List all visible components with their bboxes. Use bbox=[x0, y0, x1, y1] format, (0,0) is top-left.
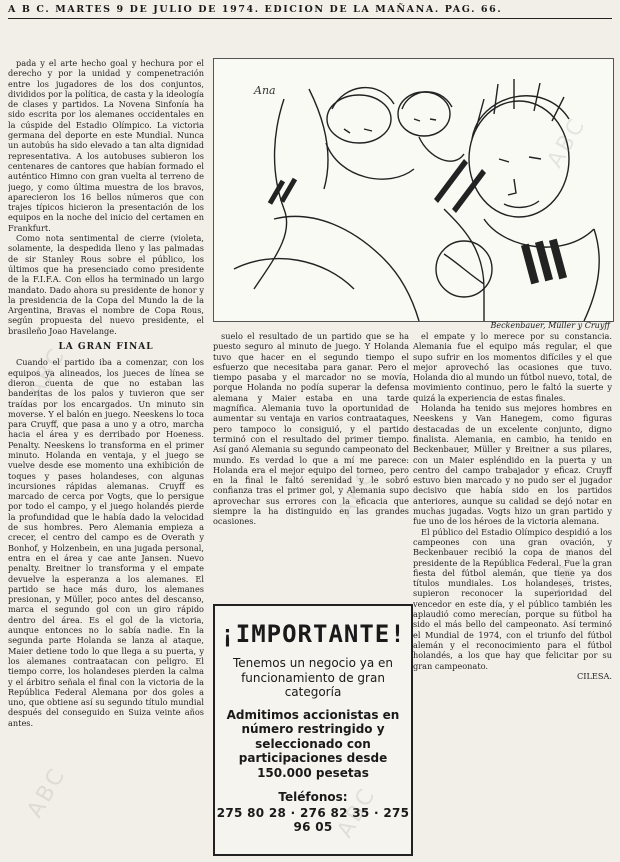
article-signature: CILESA. bbox=[576, 670, 612, 681]
ad-title: ¡IMPORTANTE! bbox=[220, 620, 406, 648]
ad-phone-label: Teléfonos: bbox=[278, 790, 348, 804]
abc-watermark: ABC bbox=[332, 782, 382, 843]
article-paragraph: El público del Estadio Olímpico despidió a los campeones con una gran ovación, y Beckenbauer recibió la copa de manos del presidente de la República Federal. Fue la gran fiesta del fútbol alemán, que tiene ya dos títulos mundiales. Los holandeses, tristes, supieron reconocer la superioridad del vencedor en este día, y el público también les aplaudió como merecían, porque su fútbol ha sido el más bello del campeonato. Así terminó el Mundial de 1974, con el triunfo del fútbol alemán y el reconocimiento para el fútbol holandés, a los que hay que felicitar por su gran campeonato. bbox=[413, 526, 612, 671]
page-header: A B C. MARTES 9 DE JULIO DE 1974. EDICION DE LA MAÑANA. PAG. 66. bbox=[8, 4, 503, 15]
abc-watermark: ABC bbox=[542, 542, 592, 603]
abc-watermark: ABC bbox=[22, 342, 72, 403]
article-paragraph: pada y el arte hecho goal y hechura por el derecho y por la unidad y compenetración entre los jugadores de los dos conjuntos, divididos por la política, de casta y la ideología de clases y partidos. La Novena Sinfonía ha sido escrita por los alemanes occidentales en la cúspide del Estadio Olímpico. La victoria germana del deporte en este Mundial. Nunca un autobús ha sido elevado a tan alta dignidad representativa. A los autobuses subieron los centenares de cantores que habían formado el auténtico Himno con gran vuelta al terreno de juego, y como última muestra de los bravos, aparecieron los 16 bellos números que con trajes típicos hicieron la presentación de los equipos en la noche del inicio del certamen en Frankfurt. bbox=[8, 58, 204, 233]
section-subhead: LA GRAN FINAL bbox=[58, 342, 154, 353]
advertisement-box bbox=[213, 604, 413, 856]
article-column-1 bbox=[8, 58, 204, 858]
article-paragraph: Cuando el partido iba a comenzar, con los equipos ya alineados, los jueces de línea se dieron cuenta de que no estaban las banderitas de los palos y tuvieron que ser traídas por los encargados. Un minuto sin moverse. Y el balón en juego. Neeskens lo toca para Cruyff, que pasa a uno y a otro, marcha hacia el área y es derribado por Hoeness. Penalty. Neeskens lo transforma en el primer minuto. Holanda en ventaja, y el juego se vuelve desde ese momento una exhibición de toques y pases holandeses, con algunas incursiones rápidas alemanas. Cruyff es marcado de cerca por Vogts, que lo persigue por todo el campo, y el juego holandés pierde la profundidad que le había dado la velocidad de sus hombres. Pero Alemania empieza a crecer, el centro del campo es de Overath y Bonhof, y Holzenbein, en una jugada personal, entra en el área y cae ante Jansen. Nuevo penalty. Breitner lo transforma y el empate devuelve la esperanza a los alemanes. El partido se hace más duro, los alemanes presionan, y Müller, poco antes del descanso, marca el segundo gol con un giro rápido dentro del área. Es el gol de la victoria, aunque entonces no lo sabía nadie. En la segunda parte Holanda se lanza al ataque, Maier detiene todo lo que llega a su puerta, y los alemanes contraatacan con peligro. El tiempo corre, los holandeses pierden la calma y el árbitro señala el final con la victoria de la República Federal Alemana por dos goles a uno, que obtiene así su segundo título mundial después del conseguido en Suiza veinte años antes. bbox=[8, 357, 204, 728]
article-paragraph: el empate y lo merece por su constancia. Alemania fue el equipo más regular, el que supo sufrir en los momentos difíciles y el que mejor aprovechó las ocasiones que tuvo. Holanda dio al mundo un fútbol nuevo, total, de movimiento continuo, pero le faltó la suerte y quizá la experiencia de estas finales. bbox=[413, 331, 612, 403]
players-drawing bbox=[214, 59, 613, 321]
abc-watermark: ABC bbox=[542, 112, 592, 173]
cartoon-illustration bbox=[213, 58, 614, 322]
article-paragraph: suelo el resultado de un partido que se ha puesto seguro al minuto de juego. Y Holanda tuvo que hacer en el segundo tiempo el esfuerzo que necesitaba para ganar. Pero el tiempo pasaba y el marcador no se movía, porque Holanda no podía superar la defensa alemana y Maier estaba en una tarde magnífica. Alemania tuvo la oportunidad de aumentar su ventaja en varios contraataques, pero tampoco lo consiguió, y el partido terminó con el resultado del primer tiempo. Así ganó Alemania su segundo campeonato del mundo. Es verdad lo que a mí me parece: Holanda era el mejor equipo del torneo, pero en la final le faltó serenidad y le sobró confianza tras el primer gol, y Alemania supo aprovechar sus errores con la eficacia que siempre la ha distinguido en las grandes ocasiones. bbox=[213, 331, 409, 527]
ad-phone-numbers: 275 80 28 · 276 82 35 · 275 96 05 bbox=[216, 806, 410, 834]
abc-watermark: ABC bbox=[332, 462, 382, 523]
ad-body-2: Admitimos accionistas en número restringido y seleccionado con participaciones desde 150.000 pesetas bbox=[226, 707, 400, 780]
ad-body-1: Tenemos un negocio ya en funcionamiento de gran categoría bbox=[232, 656, 394, 699]
header-rule bbox=[8, 18, 612, 19]
article-paragraph: Holanda ha tenido sus mejores hombres en Neeskens y Van Hanegem, como figuras destacadas de un excelente conjunto, digno finalista. Alemania, en cambio, ha tenido en Beckenbauer, Müller y Breitner a sus pilares, con un Maier espléndido en la puerta y un centro del campo trabajador y eficaz. Cruyff estuvo bien marcado y no pudo ser el jugador decisivo que había sido en los partidos anteriores, aunque su calidad se dejó notar en muchas jugadas. Vogts hizo un gran partido y fue uno de los héroes de la victoria alemana. bbox=[413, 403, 612, 527]
illustration-caption: Beckenbauer, Müller y Cruyff bbox=[490, 321, 610, 330]
article-column-2 bbox=[213, 331, 409, 596]
abc-watermark: ABC bbox=[22, 762, 72, 823]
article-paragraph: Como nota sentimental de cierre (violeta, solamente, la despedida lleno y las palmadas de sir Stanley Rous sobre el público, los últimos que ha presenciado como presidente de la F.I.F.A. Con ellos ha terminado un largo mandato. Dado ahora su presidente de honor y la presidencia de la Copa del Mundo la de la Argentina, Bravas el nombre de Copa Rous, según propuesta del nuevo presidente, el brasileño Joao Havelange. bbox=[8, 233, 204, 336]
article-column-3 bbox=[413, 331, 612, 858]
artist-signature: Ana bbox=[254, 84, 276, 97]
